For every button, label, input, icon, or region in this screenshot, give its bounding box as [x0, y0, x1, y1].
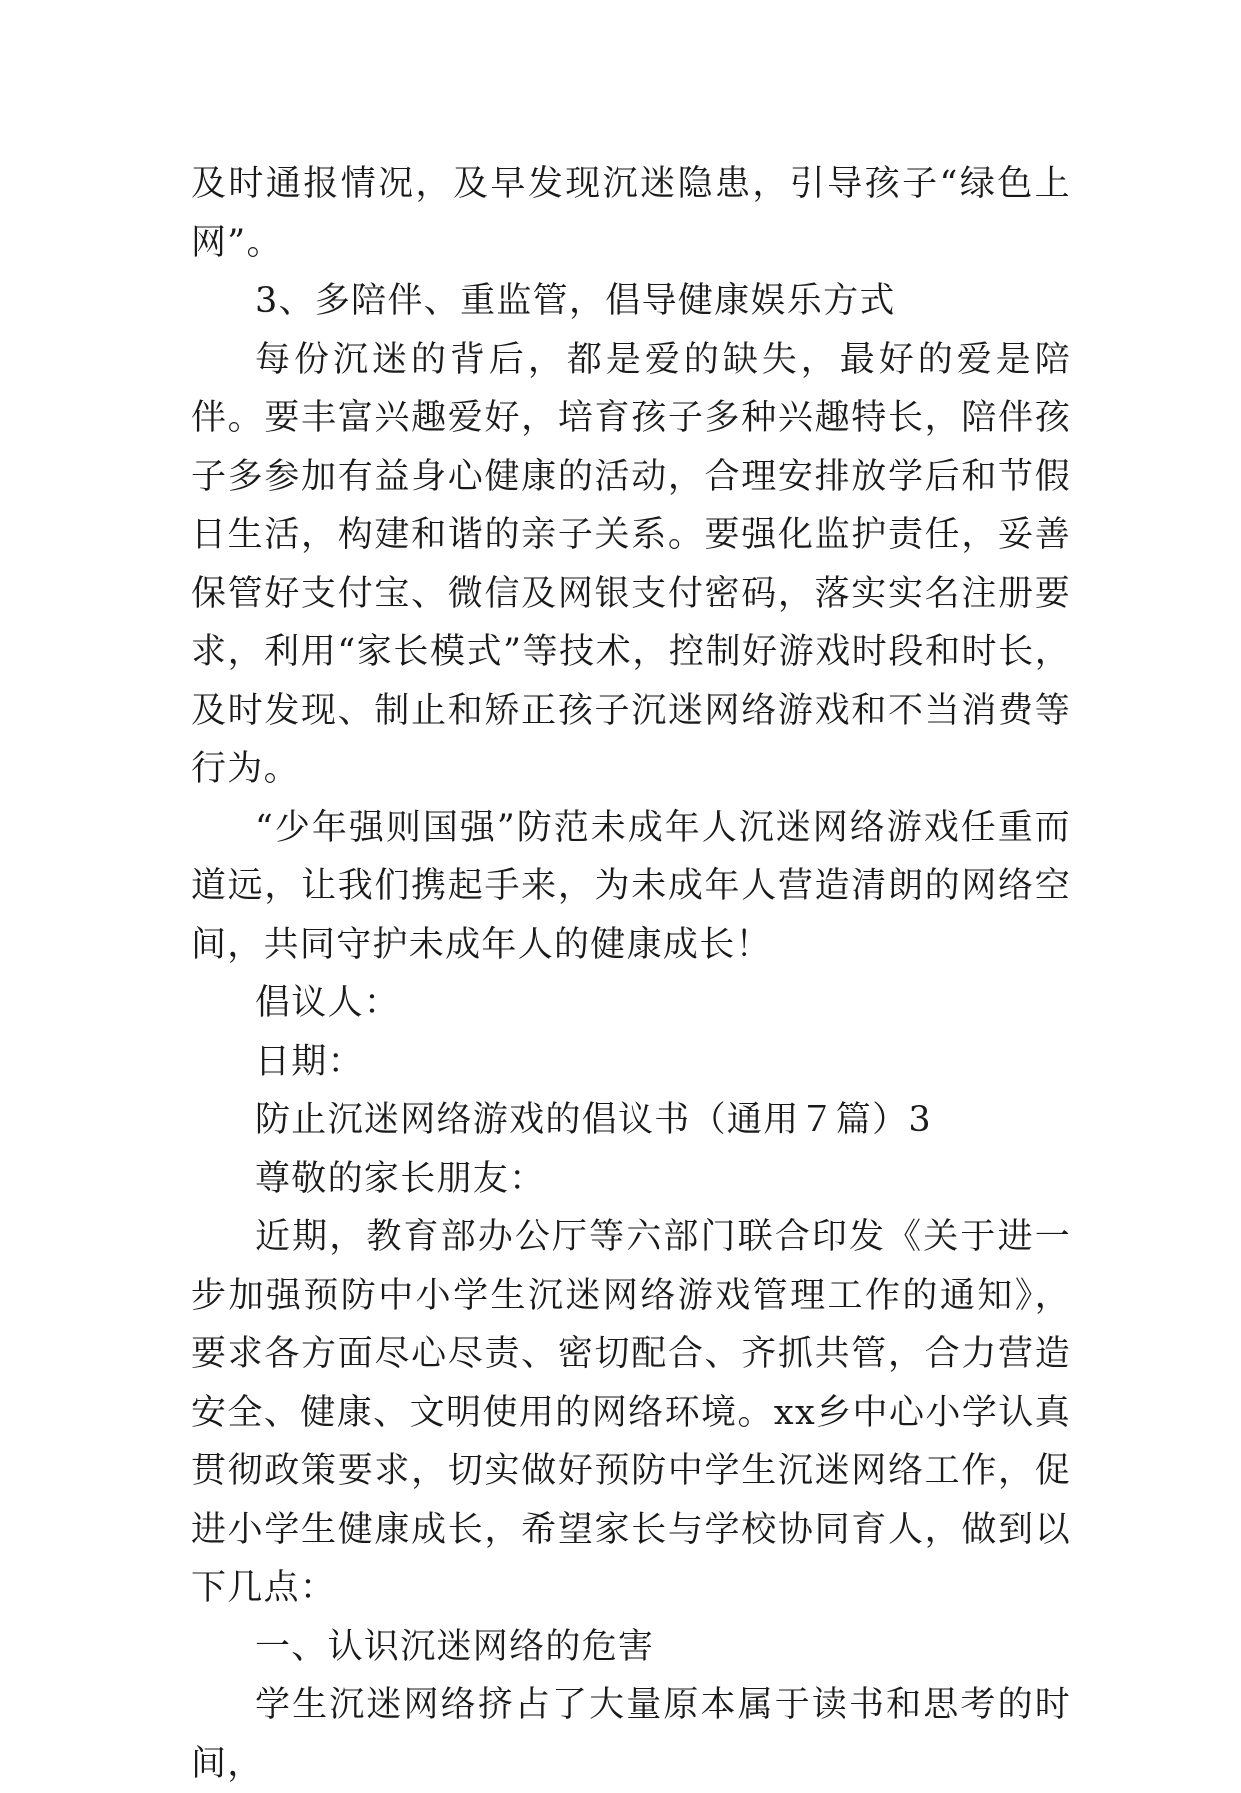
date-label: 日期：	[255, 1041, 364, 1082]
paragraph-1: 及时通报情况，及早发现沉迷隐患，引导孩子“绿色上网”。	[191, 164, 1071, 263]
paragraph-harm: 学生沉迷网络挤占了大量原本属于读书和思考的时间，	[191, 1685, 1071, 1784]
section-heading-3: 3、多陪伴、重监管，倡导健康娱乐方式	[255, 281, 896, 321]
paragraph-notice: 近期，教育部办公厅等六部门联合印发《关于进一步加强预防中小学生沉迷网络游戏管理工作的通知》，要求各方面尽心尽责、密切配合、齐抓共管，合力营造安全、健康、文明使用的网络环境。xx乡中心小学认真贯彻政策要求，切实做好预防中学生沉迷网络工作，促进小学生健康成长，希望家长与学校协同育人，做到以下几点：	[191, 1217, 1071, 1608]
section-heading-1: 一、认识沉迷网络的危害	[255, 1626, 655, 1667]
document-title-3: 防止沉迷网络游戏的倡议书（通用７篇）3	[255, 1100, 932, 1140]
document-body	[191, 155, 1071, 1793]
paragraph-closing: “少年强则国强”防范未成年人沉迷网络游戏任重而道远，让我们携起手来，为未成年人营造清朗的网络空间，共同守护未成年人的健康成长！	[191, 807, 1071, 965]
initiator-label: 倡议人：	[255, 983, 401, 1023]
paragraph-companionship: 每份沉迷的背后，都是爱的缺失，最好的爱是陪伴。要丰富兴趣爱好，培育孩子多种兴趣特长，陪伴孩子多参加有益身心健康的活动，合理安排放学后和节假日生活，构建和谐的亲子关系。要强化监护责任，妥善保管好支付宝、微信及网银支付密码，落实实名注册要求，利用“家长模式”等技术，控制好游戏时段和时长，及时发现、制止和矫正孩子沉迷网络游戏和不当消费等行为。	[191, 339, 1071, 789]
salutation: 尊敬的家长朋友：	[255, 1158, 546, 1199]
